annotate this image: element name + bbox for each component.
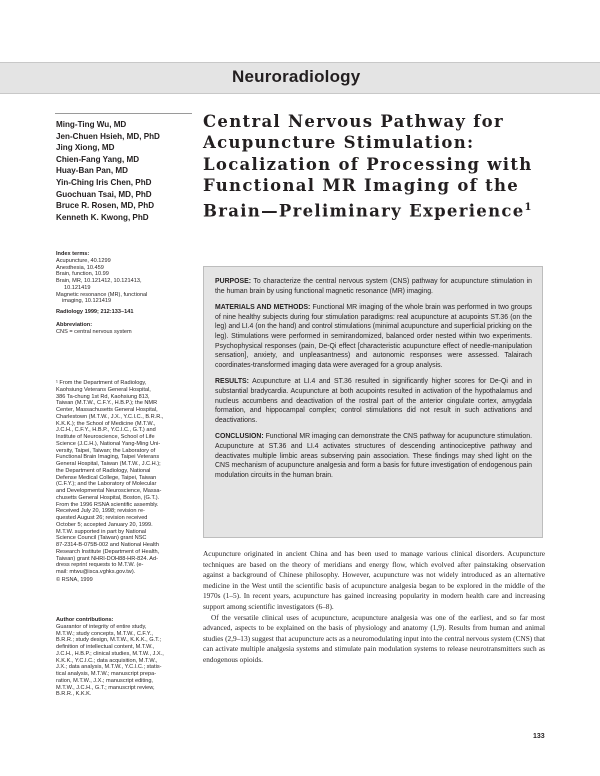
contribution-line: definition of intellectual content, M.T.W.,: [56, 644, 155, 650]
body-paragraph: Acupuncture originated in ancient China and has been used to manage various clinical disorders. Acupuncture techniques are based on the theory of meridians and energy flow, which evolved after painstaking observation against a background of Chinese philosophy. However, acupuncture was not widely introduced as an alternative medicine in the West until the scientific basis of acupuncture analgesia began to be explored in the middle of the 1970s (1–5). In recent years, acupuncture has gained increasing popularity in modern health care and increasing support among scientific investigators (6–8).: [203, 549, 545, 611]
abstract-methods: [215, 303, 532, 370]
affiliation-line: Received July 20, 1998; revision re-: [56, 508, 145, 515]
title-footnote-marker: 1: [524, 201, 533, 213]
index-terms-heading: Index terms:: [56, 251, 90, 257]
index-term: Magnetic resonance (MR), functional: [56, 291, 148, 298]
affiliation-line: Taiwan (M.T.W., C.F.Y., H.B.P.); the NMR: [56, 400, 158, 407]
conclusion-label: CONCLUSION:: [215, 433, 264, 441]
conclusion-text: Functional MR imaging can demonstrate the CNS pathway for acupuncture stimulation. Acupuncture at ST.36 and LI.4 activates structures of descending antinociceptive pathway and deactivates multiple limbic areas subserving pain association. These findings may shed light on the CNS mechanism of acupuncture analgesia and form a basis for future investigation of endogenous pain modulation circuits in the human brain.: [215, 433, 532, 479]
affiliation-line: 87-2314-B-075B-002 and National Health: [56, 542, 159, 548]
affiliation-line: Institute of Neuroscience, School of Life: [56, 434, 155, 440]
affiliation-line: versity, Taipei, Taiwan; the Laboratory of: [56, 447, 156, 454]
copyright: © RSNA, 1999: [56, 576, 93, 583]
author: Kenneth K. Kwong, PhD: [56, 212, 149, 222]
contribution-line: M.T.W.; study concepts, M.T.W., C.F.Y.,: [56, 630, 153, 637]
index-term: Acupuncture, 40.1299: [56, 257, 111, 264]
affiliation-line: chusetts General Hospital, Boston, (G.T.).: [56, 494, 160, 501]
affiliation-line: General Hospital, Taiwan (M.T.W., J.C.H.);: [56, 461, 161, 467]
author: Guochuan Tsai, MD, PhD: [56, 189, 152, 199]
abstract-results: [215, 377, 532, 425]
purpose-label: PURPOSE:: [215, 278, 251, 285]
results-label: RESULTS:: [215, 378, 249, 386]
purpose-text: To characterize the central nervous system (CNS) pathway for acupuncture stimulation in the human brain by using functional magnetic resonance (MR) imaging.: [215, 278, 532, 295]
affiliation-line: October 5; accepted January 20, 1999.: [56, 521, 153, 528]
contribution-line: B.R.R., K.K.K.: [56, 691, 92, 698]
index-term: imaging, 10.121419: [62, 298, 112, 305]
abstract-box: [203, 266, 543, 538]
affiliation-line: quested August 26; revision received: [56, 515, 148, 521]
author-list: [56, 119, 196, 223]
index-term: 10.121419: [64, 284, 91, 291]
author: Huay-Ban Pan, MD: [56, 166, 128, 176]
left-column-rule: [55, 113, 192, 114]
contribution-line: tical analysis, M.T.W.; manuscript prepa-: [56, 671, 157, 677]
affiliation-line: Defense Medical College, Taipei, Taiwan: [56, 474, 157, 481]
article-title: [203, 111, 543, 222]
author: Chien-Fang Yang, MD: [56, 154, 140, 164]
contribution-line: J.C.H., H.B.P.; clinical studies, M.T.W., J.X.,: [56, 650, 164, 657]
abstract-purpose: [215, 277, 532, 296]
affiliation-line: M.T.W. supported in part by National: [56, 528, 147, 535]
affiliation-line: Functional Brain Imaging, Taipei Veterans: [56, 454, 160, 461]
page-number: 133: [533, 733, 545, 740]
author: Yin-Ching Iris Chen, PhD: [56, 177, 152, 187]
article-title-text: Central Nervous Pathway for Acupuncture Stimulation: Localization of Processing with Functional MR Imaging of the Brain—Preliminary Experience: [203, 112, 533, 221]
affiliation-line: the Department of Radiology, National: [56, 467, 151, 474]
methods-label: MATERIALS AND METHODS:: [215, 304, 311, 312]
affiliation-line: (C.F.Y.); and the Laboratory of Molecular: [56, 481, 157, 488]
affiliation-line: Center, Massachusetts General Hospital,: [56, 407, 158, 413]
author: Bruce R. Rosen, MD, PhD: [56, 201, 155, 211]
body-text: [203, 549, 545, 666]
section-header-title: Neuroradiology: [232, 67, 361, 86]
contributions-heading: Author contributions:: [56, 617, 114, 623]
affiliation-line: Kaohsiung Veterans General Hospital,: [56, 386, 151, 393]
affiliation-line: From the 1996 RSNA scientific assembly.: [56, 501, 159, 508]
contribution-line: B.R.R.; study design, M.T.W., K.K.K., G.T.;: [56, 637, 162, 644]
contribution-line: J.X.; data analysis, M.T.W., Y.C.I.C.; statis-: [56, 664, 162, 671]
author: Jing Xiong, MD: [56, 143, 115, 153]
body-paragraph: Of the versatile clinical uses of acupuncture, acupuncture analgesia was one of the earliest, and so far most advanced, aspects to be explained on the basis of physiology and anatomy (1,9). Results from human and animal studies (2,9–13) suggest that acupuncture acts as a neuromodulating input into the central nervous system (CNS) that can activate multiple analgesia systems and stimulate pain modulation systems to release neurotransmitters such as endogenous opioids.: [203, 612, 545, 664]
affiliation-line: Taiwan) grant NHRI-DOH88-HR-824. Ad-: [56, 555, 158, 562]
index-term: Brain, function, 10.99: [56, 271, 109, 278]
affiliation-line: Charlestown (M.T.W., J.X., Y.C.I.C., B.R.R.,: [56, 413, 164, 420]
methods-text: Functional MR imaging of the whole brain was performed in two groups of nine healthy subjects during four stimulation paradigms: real acupuncture at acupoints ST.36 (on the leg) and LI.4 (on the hand) and control stimulations (minimal acupuncture and superficial pricking on the leg). Stimulations were performed in semirandomized, balanced order nested within two experiments. Psychophysical responses (pain, De-Qi effect [characteristic acupuncture effect of needle-manipulation sensation], anxiety, and unpleasantness) and autonomic responses were assessed. Talairach coordinates-transformed imaging data were averaged for a group analysis.: [215, 304, 532, 369]
affiliation-line: Research Institute (Department of Health,: [56, 548, 160, 555]
affiliation-line: J.C.H., C.F.Y., H.B.P., Y.C.I.C., G.T.) and: [56, 427, 156, 434]
contribution-line: Guarantor of integrity of entire study,: [56, 623, 147, 630]
index-term: Anesthesia, 10.459: [56, 264, 104, 271]
affiliation-line: ¹ From the Department of Radiology,: [56, 380, 147, 386]
citation-block: [56, 309, 196, 316]
contribution-line: M.T.W., J.C.H., G.T.; manuscript review,: [56, 684, 155, 691]
author: Jen-Chuen Hsieh, MD, PhD: [56, 131, 160, 141]
author: Ming-Ting Wu, MD: [56, 120, 127, 129]
section-header-bar: [0, 62, 600, 94]
abbreviation-heading: Abbreviation:: [56, 322, 93, 328]
abbreviation-text: CNS = central nervous system: [56, 328, 132, 335]
affiliation-line: Science Council (Taiwan) grant NSC: [56, 535, 147, 542]
affiliation-line: Science (J.C.H.), National Yang-Ming Uni-: [56, 440, 161, 447]
results-text: Acupuncture at LI.4 and ST.36 resulted in significantly higher scores for De-Qi and in substantial bradycardia. Acupuncture at both acupoints resulted in activation of the hypothalamus and nucleus accumbens and deactivation of the rostral part of the anterior cingulate cortex, amygdala formation, and hippocampal complex; control stimulations did not result in such activations and deactivations.: [215, 378, 532, 424]
affiliation-line: dress reprint requests to M.T.W. (e-: [56, 562, 144, 569]
contribution-line: ration, M.T.W., J.X.; manuscript editing,: [56, 677, 153, 684]
affiliation-line: mail: mtwu@isca.vghks.gov.tw).: [56, 569, 136, 575]
index-term: Brain, MR, 10.121412, 10.121413,: [56, 278, 142, 284]
affiliation-line: K.K.K.); the School of Medicine (M.T.W.,: [56, 420, 156, 427]
contribution-line: K.K.K., Y.C.I.C.; data acquisition, M.T.W.,: [56, 657, 158, 664]
affiliation-line: 386 Ta-chung 1st Rd, Kaohsiung 813,: [56, 393, 150, 400]
citation: Radiology 1999; 212:133–141: [56, 309, 134, 315]
abstract-conclusion: [215, 432, 532, 480]
affiliation-block: [56, 380, 196, 584]
index-terms-block: [56, 251, 196, 305]
abbreviation-block: [56, 322, 196, 336]
author-contributions-block: [56, 617, 196, 698]
affiliation-line: and Developmental Neuroscience, Massa-: [56, 488, 162, 494]
